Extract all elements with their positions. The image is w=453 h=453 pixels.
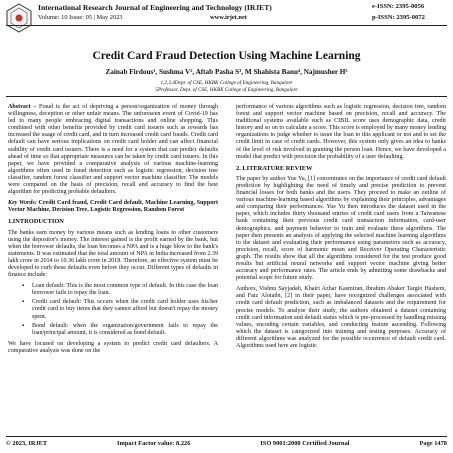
- section-heading-introduction: 1.INTRODUCTION: [8, 218, 64, 226]
- e-issn: e-ISSN: 2395-0056: [372, 3, 425, 10]
- author-list: Zainab Firdous¹, Sushma V², Aftab Pasha S³, M Shahista Banu⁴, Najmusher H⁵: [105, 68, 348, 76]
- keywords: [8, 200, 218, 214]
- page-footer: [6, 440, 447, 447]
- keywords-text: Credit Card fraud, Credit Card default, Machine Learning, Support Vector Machine, Decision Tree, Logistic Regression, Random Forest: [8, 200, 218, 214]
- title-divider: [6, 96, 447, 97]
- keywords-label: Key Words:: [8, 200, 37, 207]
- left-column: [8, 104, 218, 359]
- iso-certification: ISO 9001:2008 Certified Journal: [260, 440, 350, 447]
- volume-issue: Volume: 10 Issue: 05 | May 2023: [38, 14, 123, 21]
- journal-header: [0, 0, 453, 40]
- affiliation-1: 1,2,3,4Dept. of CSE, HKBK College of Engineering, Bangalore: [160, 80, 293, 86]
- journal-website-link[interactable]: www.irjet.net: [210, 14, 247, 21]
- page-number: Page 1478: [419, 440, 447, 447]
- abstract-text: Fraud is the act of depriving a person/organization of money through willingness, deception or other unfair means. The unforeseen event of Covid-19 has led to many people embracing digital transactions and online shopping. This combined with other benefits provided by credit card issuers such as rewards has increased the usage of credit card, and in turn increased credit card frauds. Credit card default can have serious implications on credit card holder and can affect financial stability of credit card issuers. There is a need for a system that can predict defaults ahead of time so that appropriate measures can be taken by credit card issuers. In this paper, we have provided a comparative analysis of various machine-learning algorithms often used in fraud detection such as logistic regression, decision tree classifier, random forest classifier and support vector machine classifier. The models were compared on the basis of precision, recall and accuracy to find the best algorithm for predicting probable defaulters.: [8, 104, 218, 196]
- header-divider: [6, 25, 447, 26]
- list-item: ▪ Bond default: when the organization/government fails to repay the loan/principal amount, it is considered as bond default.: [22, 323, 218, 337]
- impact-factor: Impact Factor value: 8.226: [117, 440, 191, 447]
- paper-title: Credit Card Fraud Detection Using Machine Learning: [92, 50, 361, 62]
- right-column: [236, 104, 446, 354]
- abstract: [8, 104, 218, 196]
- journal-name: International Research Journal of Engineering and Technology (IRJET): [38, 3, 272, 12]
- section-heading-literature-review: 2. LITERATURE REVIEW: [236, 164, 313, 172]
- list-item: ▪ Loan default: This is the most common type of default. In this case the loan borrower fails to repay the loan.: [22, 283, 218, 297]
- list-item: ▪ Credit card default: This occurs when the credit card holder uses his/her credit card to buy items that they cannot afford but doesn't repay the money spent.: [22, 299, 218, 320]
- copyright: © 2023, IRJET: [6, 440, 48, 447]
- default-types-list: [22, 283, 218, 337]
- lit-paragraph-2: Authors, Vishnu Sayjadah, Khairi Azhar Kasmiran, Ibrahim Abaker Targio Hashem, and Faiz Alotaibi, [2] in their paper, have recognized challenges associated with credit card default prediction, such as imbalanced datasets and the requirement for precise models. To analyse their study, the authors obtained a dataset containing credit card information and default status which is pre-processed by handling missing values, encoding certain variables, and conducting feature ascending. Following which the dataset is categorized into training and testing purposes. Accuracy of different algorithms was analyzed for the possible occurrence of default credit card. Algorithms used here are logistic: [236, 286, 446, 349]
- intro-paragraph-1: The banks earn money by various means such as lending loans to other customers using the depositor's money. The interest gained is the profit earned by the bank, but when the borrower defaults, the loan becomes a NPA and is a huge blow to the bank's statements. It was estimated that the total amount of NPA in India increased from 2.39 lakh crore in 2014 to 10.36 lakh crore in 2018. Therefore, an effective system must be developed to curb these defaults even before they occur. Different types of defaults in finance include:: [8, 229, 218, 279]
- intro-continued: performance of various algorithms such as logistic regression, decision tree, random forest and support vector machine based on precision, recall and accuracy. The traditional systems available such as CIBIL score uses demographic data, credit history and so on to calculate a score. This score is employed by many money lending organizations to judge whether to issue the loan to this applicant or not and to set the credit limit in case of credit cards. However, this system only gives an idea to banks of the level of risk involved in granting the person loan. Hence, we have developed a model that predict with precision the probability of a user defaulting.: [236, 104, 446, 160]
- footer-divider: [6, 436, 447, 437]
- lit-paragraph-1: The paper by author Yue Yu, [1] concentrates on the importance of credit card default prediction by highlighting the need of timely and precise prediction to prevent financial losses for both banks and the users. They proceed to make an outline of various machine-learning based algorithms by explaining their principles, advantages and comparing their performances. Yue Yu then introduces the dataset used in the paper, which includes thirty thousand entries of credit card users from a Taiwanese bank containing their previous credit card transaction information, card-user demographics, and payment behavior to train and evaluate these algorithms. The paper then presents an analysis of applying the selected machine learning algorithms to the dataset and evaluating their performance using parameters such as accuracy, precision, recall, score of harmonic mean and Receiver Operating Characteristic graph. The results show that all the algorithms considered for the test produce good results but artificial neural networks and support vector machine giving better accuracy and performance rates. The article ends by admitting some drawbacks and potential scope for future study.: [236, 175, 446, 282]
- intro-paragraph-2: We have focused on developing a system to predict credit card defaulters. A comparative analysis was done on the: [8, 340, 218, 354]
- abstract-label: Abstract –: [8, 104, 37, 110]
- p-issn: p-ISSN: 2395-0072: [372, 14, 425, 21]
- irjet-logo-icon: [6, 3, 32, 33]
- affiliation-2: 5Professor, Dept. of CSE, HKBK College of Engineering, Bangalore: [155, 87, 298, 93]
